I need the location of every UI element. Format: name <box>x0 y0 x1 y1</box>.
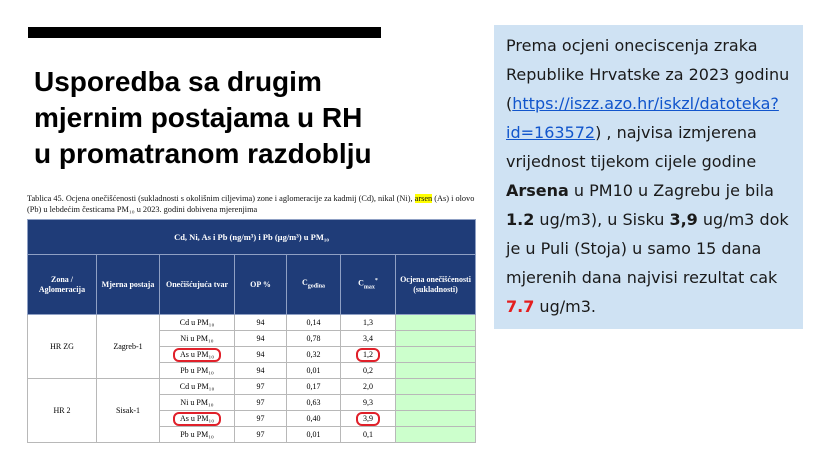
tvar-cell-circled <box>160 411 235 427</box>
info-arsena: Arsena <box>506 181 569 200</box>
cgod-cell: 0,32 <box>287 347 341 363</box>
cmax-cell: 2,0 <box>341 379 396 395</box>
info-text-5: ug/m3 dok je u Puli (Stoja) u samo 15 dana mjerenih dana najvisi rezultat cak <box>506 210 789 287</box>
info-pula-value: 7.7 <box>506 297 535 316</box>
zona-cell: HR ZG <box>28 315 97 379</box>
cmax-cell-circled <box>341 411 396 427</box>
op-cell: 94 <box>235 331 287 347</box>
pollution-table <box>27 219 476 443</box>
op-cell: 97 <box>235 395 287 411</box>
op-cell: 97 <box>235 379 287 395</box>
caption-text-after: (As) i olovo (Pb) u lebdećim česticama PM₁₀ u 2023. godini dobivena mjerenjima <box>27 194 475 214</box>
cmax-cell: 9,3 <box>341 395 396 411</box>
ocjena-cell <box>396 395 476 411</box>
tvar-cell-circled <box>160 347 235 363</box>
cgod-cell: 0,01 <box>287 363 341 379</box>
op-cell: 94 <box>235 315 287 331</box>
cmax-label: C <box>358 279 364 289</box>
col-header-postaja: Mjerna postaja <box>97 255 160 315</box>
info-text-1: Prema ocjeni oneciscenja zraka Republike Hrvatske za 2023 godinu ( <box>506 36 790 113</box>
circle-annotation-cmax: 1,2 <box>356 348 380 362</box>
tvar-cell: Cd u PM₁₀ <box>160 379 235 395</box>
info-sisak-value: 3,9 <box>669 210 698 229</box>
col-header-cmax <box>341 255 396 315</box>
cgodina-label: C <box>301 277 308 287</box>
report-link[interactable]: https://iszz.azo.hr/iskzl/datoteka?id=163572 <box>506 94 779 142</box>
op-cell: 97 <box>235 427 287 443</box>
slide-title: Usporedba sa drugim mjernim postajama u RH u promatranom razdoblju <box>34 66 372 169</box>
tvar-cell: Pb u PM₁₀ <box>160 427 235 443</box>
cmax-cell: 3,4 <box>341 331 396 347</box>
zona-cell: HR 2 <box>28 379 97 443</box>
ocjena-cell <box>396 427 476 443</box>
col-header-cgodina <box>287 255 341 315</box>
postaja-cell: Zagreb-1 <box>97 315 160 379</box>
info-box <box>494 25 803 329</box>
table-caption <box>27 193 482 215</box>
cgod-cell: 0,63 <box>287 395 341 411</box>
cmax-cell: 0,2 <box>341 363 396 379</box>
tvar-cell: Pb u PM₁₀ <box>160 363 235 379</box>
col-header-op: OP % <box>235 255 287 315</box>
ocjena-cell <box>396 331 476 347</box>
tvar-cell: Cd u PM₁₀ <box>160 315 235 331</box>
ocjena-cell <box>396 363 476 379</box>
circle-annotation-cmax: 3,9 <box>356 412 380 426</box>
info-zagreb-value: 1.2 <box>506 210 535 229</box>
col-header-tvar: Onečišćujuća tvar <box>160 255 235 315</box>
cmax-cell-circled <box>341 347 396 363</box>
cmax-cell: 0,1 <box>341 427 396 443</box>
table-group-header: Cd, Ni, As i Pb (ng/m³) i Pb (µg/m³) u PM₁₀ <box>28 220 476 255</box>
cgod-cell: 0,40 <box>287 411 341 427</box>
ocjena-cell <box>396 315 476 331</box>
circle-annotation-tvar: As u PM₁₀ <box>173 412 221 426</box>
ocjena-cell <box>396 411 476 427</box>
info-text-2: ) , najvisa izmjerena vrijednost tijekom cijele godine <box>506 123 757 171</box>
tvar-cell: Ni u PM₁₀ <box>160 395 235 411</box>
info-text-4: ug/m3), u Sisku <box>534 210 670 229</box>
ocjena-cell <box>396 347 476 363</box>
tvar-cell: Ni u PM₁₀ <box>160 331 235 347</box>
top-black-bar <box>28 27 381 38</box>
cmax-cell: 1,3 <box>341 315 396 331</box>
info-paragraph <box>506 31 791 321</box>
info-text-3: u PM10 u Zagrebu je bila <box>568 181 774 200</box>
cgod-cell: 0,78 <box>287 331 341 347</box>
col-header-zona: Zona / Aglomeracija <box>28 255 97 315</box>
table-row <box>28 315 476 331</box>
caption-text-before: Tablica 45. Ocjena onečišćenosti (sukladnosti s okolišnim ciljevima) zone i aglomeracije za kadmij (Cd), nikal (Ni), <box>27 194 415 203</box>
table-row <box>28 379 476 395</box>
cmax-sup: * <box>374 278 378 285</box>
caption-highlight-arsen: arsen <box>414 194 433 203</box>
op-cell: 94 <box>235 363 287 379</box>
col-header-ocjena: Ocjena onečišćenosti (sukladnosti) <box>396 255 476 315</box>
op-cell: 97 <box>235 411 287 427</box>
ocjena-cell <box>396 379 476 395</box>
cmax-sub: max <box>363 284 375 291</box>
postaja-cell: Sisak-1 <box>97 379 160 443</box>
cgod-cell: 0,01 <box>287 427 341 443</box>
op-cell: 94 <box>235 347 287 363</box>
info-text-6: ug/m3. <box>534 297 596 316</box>
cgod-cell: 0,17 <box>287 379 341 395</box>
circle-annotation-tvar: As u PM₁₀ <box>173 348 221 362</box>
cgodina-sub: godina <box>307 283 326 290</box>
cgod-cell: 0,14 <box>287 315 341 331</box>
